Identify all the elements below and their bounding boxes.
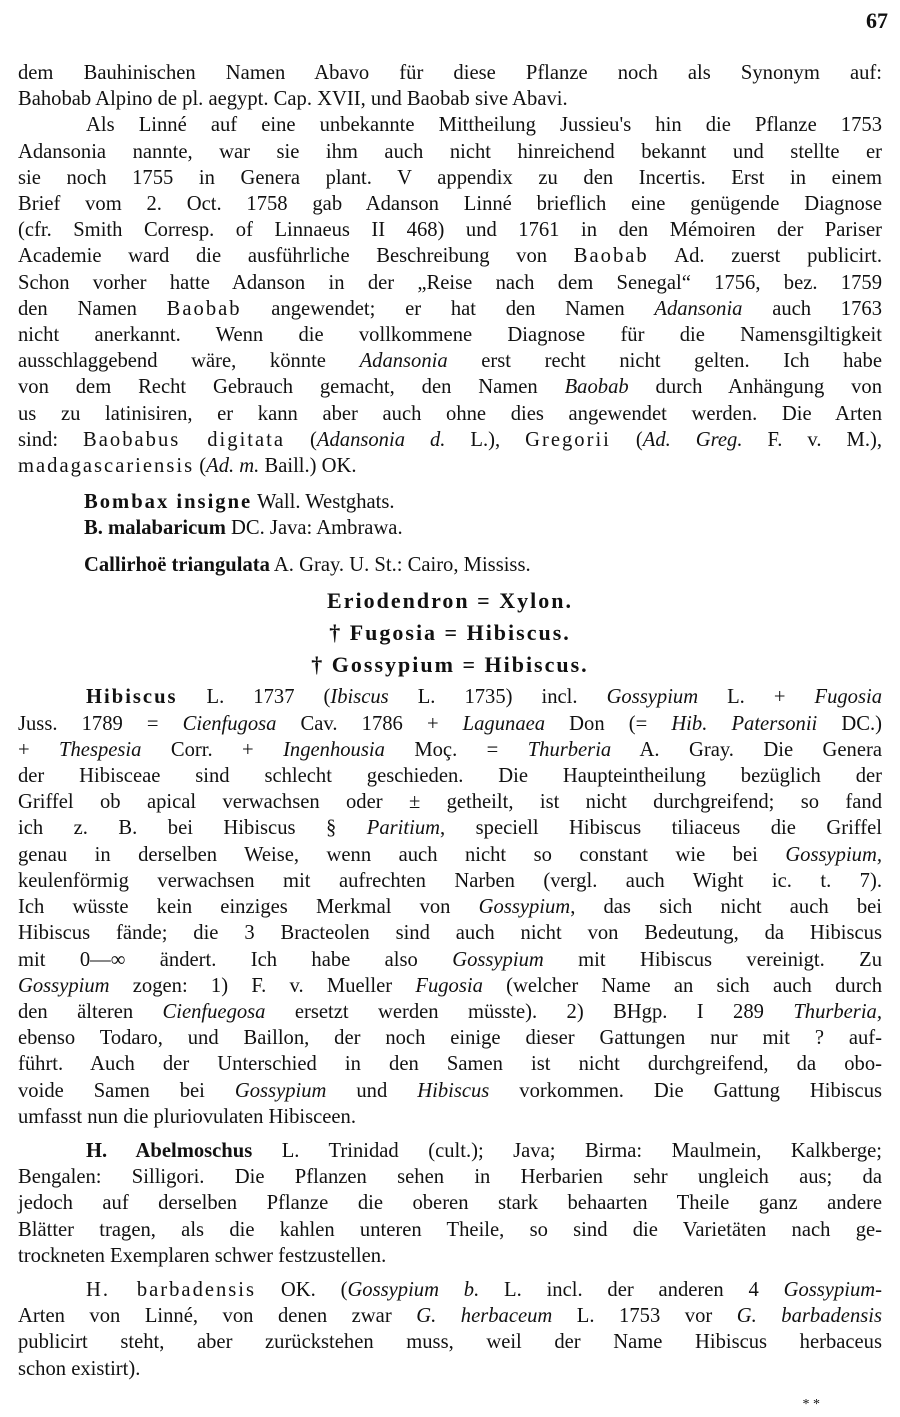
text-line <box>18 842 882 868</box>
text-run: erst recht nicht gelten. Ich habe <box>447 350 882 373</box>
text-line: Schon vorher hatte Adanson in der „Reise nach dem Senegal“ 1756, bez. 1759 <box>18 271 882 294</box>
text-run: zogen: 1) F. v. Mueller <box>109 974 416 997</box>
italic-name: Paritium <box>366 817 441 840</box>
genus-name: Hibiscus <box>86 686 178 709</box>
text-run: und <box>326 1079 418 1102</box>
text-run: Ich wüsste kein einziges Merkmal von <box>18 896 479 919</box>
text-line: Bahobab Alpino de pl. aegypt. Cap. XVII, und Baobab sive Abavi. <box>18 88 568 111</box>
text-line: Brief vom 2. Oct. 1758 gab Adanson Linné brieflich eine genügende Diagnose <box>18 193 882 216</box>
genus-heading: † Gossypium = Hibiscus. <box>311 652 589 678</box>
text-run: ersetzt werden müsste). 2) BHgp. I 289 <box>265 1000 794 1023</box>
genus-name: Baobab <box>166 297 242 320</box>
species-name: B. malabaricum <box>84 517 226 540</box>
text-run: angewendet; er hat den Namen <box>241 297 655 320</box>
italic-name: Hibiscus <box>417 1079 490 1102</box>
text-run: Wall. Westghats. <box>252 491 395 514</box>
text-line <box>18 427 882 453</box>
text-line: Bengalen: Silligori. Die Pflanzen sehen in Herbarien sehr ungleich aus; da <box>18 1166 882 1189</box>
text-line <box>18 453 882 479</box>
text-run: L. + <box>698 686 815 709</box>
text-run: vorkommen. Die Gattung Hibiscus <box>489 1079 883 1102</box>
text-run: ( <box>610 428 643 451</box>
italic-name: Thurberia, <box>793 1000 882 1023</box>
italic-name: Cienfugosa <box>182 712 277 735</box>
text-run: Corr. + <box>141 738 284 761</box>
text-line: Hibiscus fände; die 3 Bracteolen sind auch nicht von Bedeutung, da Hibiscus <box>18 922 882 945</box>
text-line: nicht anerkannt. Wenn die vollkommene Diagnose für die Namensgiltigkeit <box>18 324 882 347</box>
text-run: Baill.) OK. <box>259 455 357 478</box>
species-entry <box>18 515 882 541</box>
text-run: Academie ward die ausführliche Beschreibung von <box>18 245 574 268</box>
text-run: A. Gray. Die Genera <box>611 738 882 761</box>
species-name: Callirhoë triangulata <box>84 553 270 576</box>
text-line <box>18 1078 882 1104</box>
text-run: ( <box>194 455 207 478</box>
text-run: L. Trinidad (cult.); Java; Birma: Maulmein, Kalkberge; <box>252 1139 882 1162</box>
text-run: DC.) <box>817 712 882 735</box>
text-run: OK. ( <box>256 1278 348 1301</box>
italic-name: Thespesia <box>59 738 142 761</box>
italic-name: Gossypium- <box>783 1278 882 1301</box>
text-line: Als Linné auf eine unbekannte Mittheilung Jussieu's hin die Pflanze 1753 <box>86 114 882 137</box>
text-run: Juss. 1789 = <box>18 712 183 735</box>
italic-name: G. barbadensis <box>736 1305 882 1328</box>
italic-name: Lagunaea <box>462 712 546 735</box>
italic-name: Gossypium <box>452 948 544 971</box>
text-run: ( <box>285 428 317 451</box>
text-line: jedoch auf derselben Pflanze die oberen stark behaarten Theile ganz andere <box>18 1192 882 1215</box>
italic-name: Ingenhousia <box>283 738 385 761</box>
text-run: Don (= <box>545 712 672 735</box>
species-name: H. Abelmoschus <box>86 1139 253 1162</box>
text-run: mit 0—∞ ändert. Ich habe also <box>18 948 453 971</box>
italic-name: Baobab <box>564 376 629 399</box>
text-line <box>18 947 882 973</box>
genus-name: Baobab <box>573 245 649 268</box>
italic-name: Adansonia d. <box>316 428 446 451</box>
text-run: Arten von Linné, von denen zwar <box>18 1305 417 1328</box>
text-line: schon existirt). <box>18 1357 141 1380</box>
text-run: L. incl. der anderen 4 <box>479 1278 784 1301</box>
text-line: publicirt steht, aber zurückstehen muss, weil der Name Hibiscus herbaceus <box>18 1331 882 1354</box>
species-name: Gregorii <box>525 428 611 451</box>
text-run: Ad. zuerst publicirt. <box>648 245 882 268</box>
text-line <box>18 243 882 269</box>
italic-name: Fugosia <box>814 686 882 709</box>
text-run: voide Samen bei <box>18 1079 235 1102</box>
text-run: von dem Recht Gebrauch gemacht, den Namen <box>18 376 565 399</box>
species-name: Baobabus digitata <box>83 428 286 451</box>
italic-name: Fugosia <box>415 974 483 997</box>
text-run: den Namen <box>18 297 167 320</box>
text-line: Blätter tragen, als die kahlen unteren Theile, so sind die Varietäten nach ge- <box>18 1218 882 1241</box>
italic-name: Adansonia <box>359 350 448 373</box>
genus-heading: Eriodendron = Xylon. <box>327 587 573 613</box>
italic-name: Gossypium <box>478 896 571 919</box>
text-run: mit Hibiscus vereinigt. Zu <box>543 948 882 971</box>
text-line <box>18 737 882 763</box>
text-run: ich z. B. bei Hibiscus § <box>18 817 367 840</box>
italic-name: Gossypium <box>606 686 699 709</box>
text-line <box>18 1303 882 1329</box>
text-run: Cav. 1786 + <box>276 712 463 735</box>
text-run: L. 1737 ( <box>177 686 331 709</box>
text-line <box>18 374 882 400</box>
text-line: keulenförmig verwachsen mit aufrechten Narben (vergl. auch Wight ic. t. 7). <box>18 869 882 892</box>
italic-name: Hib. Patersonii <box>671 712 818 735</box>
species-entry <box>18 552 882 578</box>
text-run: (welcher Name an sich auch durch <box>482 974 882 997</box>
text-run: , speciell Hibiscus tiliaceus die Griffel <box>440 817 882 840</box>
text-line: us zu latinisiren, er kann aber auch ohne dies angewendet werden. Die Arten <box>18 402 882 425</box>
text-run: ausschlaggebend wäre, könnte <box>18 350 360 373</box>
text-line <box>18 348 882 374</box>
text-run: + <box>18 738 60 761</box>
text-run: F. v. M.), <box>742 428 882 451</box>
text-line: ebenso Todaro, und Baillon, der noch einige dieser Gattungen nur mit ? auf- <box>18 1027 882 1050</box>
italic-name: Ibiscus <box>330 686 389 709</box>
text-run: L. 1735) incl. <box>388 686 607 709</box>
text-run: L.), <box>445 428 526 451</box>
text-line: sie noch 1755 in Genera plant. V appendix zu den Incertis. Erst in einem <box>18 166 882 189</box>
text-line: führt. Auch der Unterschied in den Samen ist nicht durchgreifend, da obo- <box>18 1053 882 1076</box>
text-line: dem Bauhinischen Namen Abavo für diese Pflanze noch als Synonym auf: <box>18 62 882 84</box>
text-run: L. 1753 vor <box>552 1305 737 1328</box>
text-line <box>18 296 882 322</box>
italic-name: Gossypium <box>234 1079 327 1102</box>
text-run: , das sich nicht auch bei <box>570 896 882 919</box>
text-line <box>18 684 882 710</box>
text-run: auch 1763 <box>742 297 882 320</box>
text-line <box>18 894 882 920</box>
italic-name: Ad. Greg. <box>642 428 743 451</box>
page-number: 67 <box>866 8 888 33</box>
italic-name: G. herbaceum <box>416 1305 553 1328</box>
text-line <box>18 1138 882 1164</box>
text-line <box>18 711 882 737</box>
text-run: genau in derselben Weise, wenn auch nicht so constant wie bei <box>18 843 786 866</box>
species-name: Bombax insigne <box>84 491 253 514</box>
page-body <box>18 60 882 1382</box>
text-run: den älteren <box>18 1000 163 1023</box>
text-line: der Hibisceae sind schlecht geschieden. Die Haupteintheilung bezüglich der <box>18 765 882 788</box>
species-name: madagascariensis <box>18 455 195 478</box>
text-run: Moç. = <box>384 738 528 761</box>
text-line <box>18 1277 882 1303</box>
text-line: Adansonia nannte, war sie ihm auch nicht hinreichend bekannt und stellte er <box>18 140 882 163</box>
genus-heading: † Fugosia = Hibiscus. <box>329 620 571 646</box>
italic-name: Cienfuegosa <box>162 1000 266 1023</box>
italic-name: Gossypium <box>18 974 110 997</box>
text-line: Griffel ob apical verwachsen oder ± getheilt, ist nicht durchgreifend; so fand <box>18 791 882 814</box>
italic-name: Thurberia <box>527 738 612 761</box>
text-run: sind: <box>18 428 84 451</box>
italic-name: Gossypium b. <box>347 1278 480 1301</box>
italic-name: Ad. m. <box>206 455 260 478</box>
text-run: DC. Java: Ambrawa. <box>225 517 403 540</box>
signature-mark: * * <box>802 1397 820 1412</box>
species-name: H. barbadensis <box>86 1278 257 1301</box>
text-line: (cfr. Smith Corresp. of Linnaeus II 468) und 1761 in den Mémoiren der Pariser <box>18 219 882 242</box>
italic-name: Adansonia <box>654 297 743 320</box>
text-run: A. Gray. U. St.: Cairo, Mississ. <box>269 553 531 576</box>
text-run: durch Anhängung von <box>628 376 882 399</box>
text-line <box>18 973 882 999</box>
text-line <box>18 999 882 1025</box>
text-line: umfasst nun die pluriovulaten Hibisceen. <box>18 1105 357 1128</box>
italic-name: Gossypium, <box>785 843 882 866</box>
species-entry <box>18 489 882 515</box>
text-line: trockneten Exemplaren schwer festzustellen. <box>18 1244 387 1267</box>
text-line <box>18 815 882 841</box>
